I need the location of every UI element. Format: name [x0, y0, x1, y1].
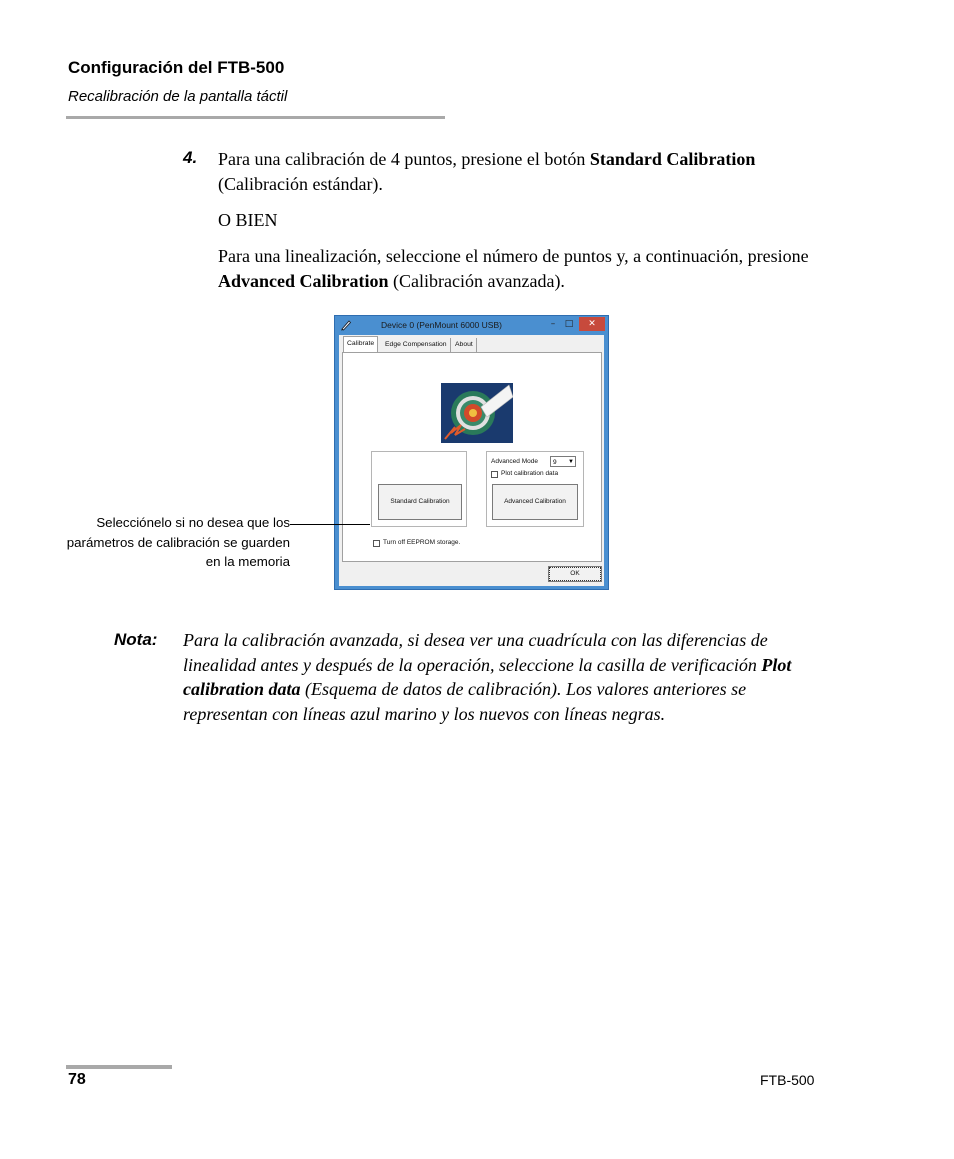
advanced-mode-value: 9	[553, 459, 557, 466]
tab-calibrate[interactable]: Calibrate	[343, 336, 378, 352]
step-text-c: Para una linealización, seleccione el número de puntos y, a continuación, presione	[218, 246, 809, 266]
callout-leader-line	[290, 524, 370, 525]
advanced-mode-select[interactable]	[550, 456, 576, 467]
calibration-window	[334, 315, 609, 590]
step-text-a: Para una calibración de 4 puntos, presione el botón	[218, 149, 590, 169]
chevron-down-icon[interactable]: ▼	[568, 459, 574, 465]
footer-divider	[66, 1065, 172, 1069]
eeprom-label: Turn off EEPROM storage.	[383, 539, 461, 546]
step-text-b: (Calibración estándar).	[218, 173, 383, 194]
step-instruction	[218, 147, 778, 196]
eeprom-checkbox[interactable]	[373, 540, 380, 547]
header-divider	[66, 116, 445, 119]
close-button[interactable]: ✕	[579, 317, 605, 331]
advanced-group	[486, 451, 584, 527]
window-titlebar[interactable]	[335, 316, 608, 335]
tab-edge-compensation[interactable]: Edge Compensation	[382, 338, 451, 352]
tab-about[interactable]: About	[452, 338, 477, 352]
calibration-target-icon	[441, 383, 513, 443]
maximize-button[interactable]: □	[564, 319, 574, 329]
note-text-b: (Esquema de datos de calibración). Los valores anteriores se representan con líneas azul marino y los nuevos con líneas negras.	[183, 679, 747, 724]
advanced-mode-label: Advanced Mode	[491, 458, 538, 465]
step-or: O BIEN	[218, 210, 278, 230]
standard-group	[371, 451, 467, 527]
step-bold-standard: Standard Calibration	[589, 149, 756, 169]
calibrate-tab-panel	[342, 352, 602, 562]
ok-button[interactable]: OK	[549, 567, 601, 581]
standard-calibration-button[interactable]: Standard Calibration	[378, 484, 462, 520]
callout-text: Selecciónelo si no desea que los parámetros de calibración se guarden en la memoria	[66, 515, 290, 569]
window-client-area	[339, 335, 604, 586]
note-text	[183, 628, 823, 726]
minimize-button[interactable]: –	[550, 319, 556, 329]
plot-calibration-checkbox[interactable]	[491, 471, 498, 478]
step-number: 4.	[183, 148, 198, 167]
plot-calibration-label: Plot calibration data	[501, 470, 559, 477]
step-instruction-advanced	[218, 244, 838, 293]
note-label: Nota:	[114, 630, 158, 649]
footer-product: FTB-500	[760, 1072, 815, 1088]
window-title: Device 0 (PenMount 6000 USB)	[381, 320, 502, 330]
page-number: 78	[68, 1071, 86, 1088]
advanced-calibration-button[interactable]: Advanced Calibration	[492, 484, 578, 520]
step-bold-advanced: Advanced Calibration	[218, 270, 389, 291]
note-bold: Plot calibration data	[183, 654, 792, 699]
note-text-a: Para la calibración avanzada, si desea ver una cuadrícula con las diferencias de linealidad antes y después de la operación, seleccione la casilla de verificación	[183, 630, 768, 675]
pen-icon	[340, 319, 352, 331]
section-title: Configuración del FTB-500	[68, 58, 285, 77]
section-subtitle: Recalibración de la pantalla táctil	[68, 88, 288, 105]
step-text-d: (Calibración avanzada).	[388, 270, 565, 291]
